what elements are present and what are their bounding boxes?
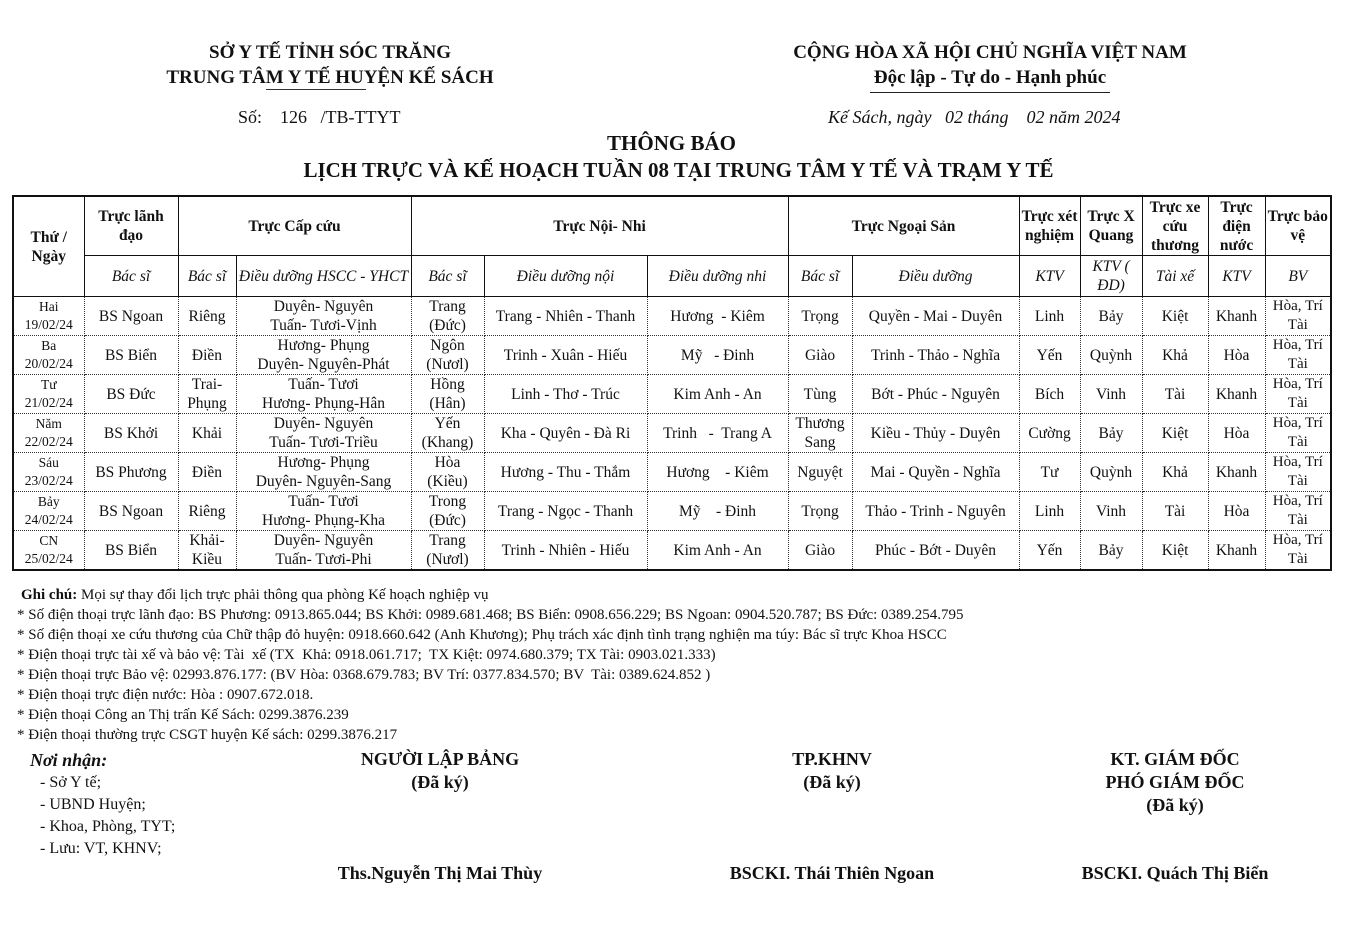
guard-cell: Hòa, Trí Tài bbox=[1265, 414, 1331, 453]
date: 23/02/24 bbox=[24, 473, 73, 488]
table-row bbox=[13, 453, 1331, 492]
int-nurse-cell: Kha - Quyên - Đà Ri bbox=[484, 414, 647, 453]
table-row bbox=[13, 414, 1331, 453]
weekday: Ba bbox=[41, 338, 57, 353]
surg-nurse-cell: Bớt - Phúc - Nguyên bbox=[852, 375, 1019, 414]
document-title: LỊCH TRỰC VÀ KẾ HOẠCH TUẦN 08 TẠI TRUNG TÂM Y TẾ VÀ TRẠM Y TẾ bbox=[303, 158, 1054, 182]
er-nurse-cell: Tuấn- Tươi Hương- Phụng-Kha bbox=[236, 492, 411, 531]
int-doctor-cell: Hồng (Hân) bbox=[411, 375, 484, 414]
document-number: Số: 126 /TB-TTYT bbox=[238, 107, 401, 127]
col-leader: Trực lãnh đạo bbox=[84, 196, 178, 256]
col-security: Trực bảo vệ bbox=[1265, 196, 1331, 256]
ped-nurse-cell: Hương - Kiêm bbox=[647, 297, 788, 336]
surg-doctor-cell: Tùng bbox=[788, 375, 852, 414]
int-nurse-cell: Linh - Thơ - Trúc bbox=[484, 375, 647, 414]
er-doctor-cell: Khải-Kiều bbox=[178, 531, 236, 571]
int-doctor-cell: Trong (Đức) bbox=[411, 492, 484, 531]
guard-cell: Hòa, Trí Tài bbox=[1265, 336, 1331, 375]
leader-cell: BS Ngoan bbox=[84, 492, 178, 531]
note-line: * Điện thoại trực điện nước: Hòa : 0907.672.018. bbox=[17, 687, 314, 703]
guard-cell: Hòa, Trí Tài bbox=[1265, 531, 1331, 571]
er-doctor-cell: Điền bbox=[178, 336, 236, 375]
note-line: * Điện thoại trực Bảo vệ: 02993.876.177: (BV Hòa: 0368.679.783; BV Trí: 0377.834.570; BV Tài: 0389.624.852 ) bbox=[17, 667, 711, 683]
driver-cell: Khả bbox=[1142, 336, 1208, 375]
guard-cell: Hòa, Trí Tài bbox=[1265, 297, 1331, 336]
signature-khnv: TP.KHNV (Đã ký) BSCKI. Thái Thiên Ngoan bbox=[692, 748, 972, 888]
xray-cell: Bảy bbox=[1080, 414, 1142, 453]
surg-doctor-cell: Giào bbox=[788, 531, 852, 571]
ped-nurse-cell: Mỹ - Đinh bbox=[647, 336, 788, 375]
signature-director: KT. GIÁM ĐỐC PHÓ GIÁM ĐỐC (Đã ký) BSCKI. Quách Thị Biển bbox=[1035, 748, 1315, 888]
note-line: * Số điện thoại trực lãnh đạo: BS Phương: 0913.865.044; BS Khởi: 0989.681.468; BS Biển: 0908.656.229; BS Ngoan: 0904.520.787; BS Đức: 0389.254.795 bbox=[17, 607, 964, 623]
sub-lab-tech: KTV bbox=[1019, 256, 1080, 297]
leader-cell: BS Biển bbox=[84, 336, 178, 375]
lab-cell: Bích bbox=[1019, 375, 1080, 414]
agency-name: TRUNG TÂM Y TẾ HUYỆN KẾ SÁCH bbox=[166, 67, 494, 88]
guard-cell: Hòa, Trí Tài bbox=[1265, 492, 1331, 531]
duty-schedule-table bbox=[12, 195, 1332, 571]
day-cell bbox=[13, 297, 84, 336]
ped-nurse-cell: Kim Anh - An bbox=[647, 375, 788, 414]
national-motto bbox=[740, 40, 1240, 90]
utility-cell: Hòa bbox=[1208, 492, 1265, 531]
weekday: Năm bbox=[35, 416, 62, 431]
col-lab: Trực xét nghiệm bbox=[1019, 196, 1080, 256]
recipients-heading: Nơi nhận: bbox=[30, 750, 108, 770]
country-name: CỘNG HÒA XÃ HỘI CHỦ NGHĨA VIỆT NAM bbox=[793, 42, 1187, 63]
utility-cell: Khanh bbox=[1208, 531, 1265, 571]
schedule-body bbox=[13, 297, 1331, 571]
date: 25/02/24 bbox=[24, 551, 73, 566]
date: 22/02/24 bbox=[24, 434, 73, 449]
table-row bbox=[13, 297, 1331, 336]
agency-underline bbox=[266, 89, 366, 90]
driver-cell: Kiệt bbox=[1142, 297, 1208, 336]
agency-parent: SỞ Y TẾ TỈNH SÓC TRĂNG bbox=[209, 42, 451, 63]
sub-driver: Tài xế bbox=[1142, 256, 1208, 297]
col-internal: Trực Nội- Nhi bbox=[411, 196, 788, 256]
int-doctor-cell: Trang (Đức) bbox=[411, 297, 484, 336]
driver-cell: Tài bbox=[1142, 375, 1208, 414]
day-cell bbox=[13, 414, 84, 453]
note-line: * Điện thoại thường trực CSGT huyện Kế sách: 0299.3876.217 bbox=[17, 727, 398, 743]
surg-nurse-cell: Quyền - Mai - Duyên bbox=[852, 297, 1019, 336]
int-doctor-cell: Ngôn (Nươl) bbox=[411, 336, 484, 375]
note-line: * Số điện thoại xe cứu thương của Chữ thập đỏ huyện: 0918.660.642 (Anh Khương); Phụ trách xác định tình trạng nghiện ma túy: Bác sĩ trực Khoa HSCC bbox=[17, 627, 947, 643]
lab-cell: Linh bbox=[1019, 297, 1080, 336]
col-xray: Trực X Quang bbox=[1080, 196, 1142, 256]
lab-cell: Linh bbox=[1019, 492, 1080, 531]
sub-leader-doctor: Bác sĩ bbox=[84, 256, 178, 297]
table-row bbox=[13, 336, 1331, 375]
leader-cell: BS Ngoan bbox=[84, 297, 178, 336]
document-type: THÔNG BÁO bbox=[607, 131, 736, 155]
surg-doctor-cell: Nguyệt bbox=[788, 453, 852, 492]
sub-guard: BV bbox=[1265, 256, 1331, 297]
recipient-item: - Khoa, Phòng, TYT; bbox=[40, 818, 176, 835]
int-nurse-cell: Trinh - Nhiên - Hiếu bbox=[484, 531, 647, 571]
surg-doctor-cell: Thương Sang bbox=[788, 414, 852, 453]
utility-cell: Khanh bbox=[1208, 453, 1265, 492]
surg-doctor-cell: Trọng bbox=[788, 297, 852, 336]
recipient-item: - UBND Huyện; bbox=[40, 796, 146, 813]
place-date: Kế Sách, ngày 02 tháng 02 năm 2024 bbox=[828, 107, 1121, 127]
leader-cell: BS Đức bbox=[84, 375, 178, 414]
surg-nurse-cell: Mai - Quyền - Nghĩa bbox=[852, 453, 1019, 492]
weekday: Tư bbox=[40, 377, 57, 392]
er-doctor-cell: Riêng bbox=[178, 492, 236, 531]
sub-ped-nurse: Điều dưỡng nhi bbox=[647, 256, 788, 297]
sub-int-nurse: Điều dưỡng nội bbox=[484, 256, 647, 297]
table-row bbox=[13, 492, 1331, 531]
sub-xray-tech: KTV ( ĐD) bbox=[1080, 256, 1142, 297]
ped-nurse-cell: Trinh - Trang A bbox=[647, 414, 788, 453]
lab-cell: Yến bbox=[1019, 531, 1080, 571]
note-main bbox=[17, 585, 964, 605]
guard-cell: Hòa, Trí Tài bbox=[1265, 453, 1331, 492]
ped-nurse-cell: Kim Anh - An bbox=[647, 531, 788, 571]
lab-cell: Tư bbox=[1019, 453, 1080, 492]
col-utility: Trực điện nước bbox=[1208, 196, 1265, 256]
group-header-row bbox=[13, 196, 1331, 256]
table-row bbox=[13, 375, 1331, 414]
lab-cell: Cường bbox=[1019, 414, 1080, 453]
int-nurse-cell: Trinh - Xuân - Hiếu bbox=[484, 336, 647, 375]
xray-cell: Bảy bbox=[1080, 297, 1142, 336]
signature-preparer: NGƯỜI LẬP BẢNG (Đã ký) Ths.Nguyễn Thị Mai Thùy bbox=[300, 748, 580, 888]
note-line: * Điện thoại trực tài xế và bảo vệ: Tài xế (TX Khả: 0918.061.717; TX Kiệt: 0974.680.379; TX Tài: 0903.021.333) bbox=[17, 647, 716, 663]
er-doctor-cell: Khải bbox=[178, 414, 236, 453]
motto: Độc lập - Tự do - Hạnh phúc bbox=[873, 67, 1107, 88]
issuing-agency bbox=[130, 40, 530, 90]
er-nurse-cell: Hương- Phụng Duyên- Nguyên-Sang bbox=[236, 453, 411, 492]
ped-nurse-cell: Hương - Kiêm bbox=[647, 453, 788, 492]
surg-nurse-cell: Trinh - Thảo - Nghĩa bbox=[852, 336, 1019, 375]
sub-er-nurse: Điều dưỡng HSCC - YHCT bbox=[236, 256, 411, 297]
date: 19/02/24 bbox=[24, 317, 73, 332]
sub-surg-doctor: Bác sĩ bbox=[788, 256, 852, 297]
int-nurse-cell: Trang - Nhiên - Thanh bbox=[484, 297, 647, 336]
xray-cell: Bảy bbox=[1080, 531, 1142, 571]
leader-cell: BS Biển bbox=[84, 531, 178, 571]
motto-underline bbox=[870, 92, 1110, 93]
weekday: Hai bbox=[39, 299, 59, 314]
sub-utility-tech: KTV bbox=[1208, 256, 1265, 297]
lab-cell: Yến bbox=[1019, 336, 1080, 375]
driver-cell: Kiệt bbox=[1142, 414, 1208, 453]
day-cell bbox=[13, 453, 84, 492]
recipients bbox=[30, 748, 175, 860]
sub-header-row bbox=[13, 256, 1331, 297]
col-emergency: Trực Cấp cứu bbox=[178, 196, 411, 256]
er-doctor-cell: Trai-Phụng bbox=[178, 375, 236, 414]
recipient-item: - Lưu: VT, KHNV; bbox=[40, 840, 162, 857]
int-doctor-cell: Trang (Nươl) bbox=[411, 531, 484, 571]
ped-nurse-cell: Mỹ - Đinh bbox=[647, 492, 788, 531]
xray-cell: Quỳnh bbox=[1080, 336, 1142, 375]
day-cell bbox=[13, 492, 84, 531]
utility-cell: Hòa bbox=[1208, 336, 1265, 375]
day-cell bbox=[13, 375, 84, 414]
surg-doctor-cell: Giào bbox=[788, 336, 852, 375]
weekday: Sáu bbox=[38, 455, 59, 470]
int-nurse-cell: Trang - Ngọc - Thanh bbox=[484, 492, 647, 531]
er-nurse-cell: Duyên- Nguyên Tuấn- Tươi-Triều bbox=[236, 414, 411, 453]
guard-cell: Hòa, Trí Tài bbox=[1265, 375, 1331, 414]
sub-int-doctor: Bác sĩ bbox=[411, 256, 484, 297]
day-cell bbox=[13, 531, 84, 571]
int-doctor-cell: Yến (Khang) bbox=[411, 414, 484, 453]
weekday: CN bbox=[39, 533, 59, 548]
surg-nurse-cell: Thảo - Trinh - Nguyên bbox=[852, 492, 1019, 531]
signer-name: BSCKI. Quách Thị Biển bbox=[1081, 863, 1269, 883]
er-nurse-cell: Duyên- Nguyên Tuấn- Tươi-Vịnh bbox=[236, 297, 411, 336]
leader-cell: BS Khởi bbox=[84, 414, 178, 453]
driver-cell: Kiệt bbox=[1142, 531, 1208, 571]
int-doctor-cell: Hòa (Kiều) bbox=[411, 453, 484, 492]
driver-cell: Khả bbox=[1142, 453, 1208, 492]
signer-name: Ths.Nguyễn Thị Mai Thùy bbox=[337, 863, 543, 883]
er-doctor-cell: Riêng bbox=[178, 297, 236, 336]
xray-cell: Vinh bbox=[1080, 375, 1142, 414]
date: 24/02/24 bbox=[24, 512, 73, 527]
date: 20/02/24 bbox=[24, 356, 73, 371]
surg-nurse-cell: Phúc - Bớt - Duyên bbox=[852, 531, 1019, 571]
note-label: Ghi chú: bbox=[21, 587, 78, 603]
col-day: Thứ / Ngày bbox=[13, 196, 84, 297]
driver-cell: Tài bbox=[1142, 492, 1208, 531]
er-nurse-cell: Tuấn- Tươi Hương- Phụng-Hân bbox=[236, 375, 411, 414]
signer-name: BSCKI. Thái Thiên Ngoan bbox=[729, 863, 935, 883]
xray-cell: Quỳnh bbox=[1080, 453, 1142, 492]
sub-surg-nurse: Điều dưỡng bbox=[852, 256, 1019, 297]
col-surgery: Trực Ngoại Sản bbox=[788, 196, 1019, 256]
recipient-item: - Sở Y tế; bbox=[40, 774, 102, 791]
date: 21/02/24 bbox=[24, 395, 73, 410]
int-nurse-cell: Hương - Thu - Thắm bbox=[484, 453, 647, 492]
leader-cell: BS Phương bbox=[84, 453, 178, 492]
day-cell bbox=[13, 336, 84, 375]
note-main-text: Mọi sự thay đổi lịch trực phải thông qua phòng Kế hoạch nghiệp vụ bbox=[77, 587, 489, 603]
utility-cell: Hòa bbox=[1208, 414, 1265, 453]
xray-cell: Vinh bbox=[1080, 492, 1142, 531]
notes-section bbox=[17, 585, 964, 745]
table-row bbox=[13, 531, 1331, 571]
utility-cell: Khanh bbox=[1208, 375, 1265, 414]
surg-nurse-cell: Kiều - Thủy - Duyên bbox=[852, 414, 1019, 453]
col-ambulance: Trực xe cứu thương bbox=[1142, 196, 1208, 256]
sub-er-doctor: Bác sĩ bbox=[178, 256, 236, 297]
weekday: Bảy bbox=[37, 494, 60, 509]
er-nurse-cell: Hương- Phụng Duyên- Nguyên-Phát bbox=[236, 336, 411, 375]
note-line: * Điện thoại Công an Thị trấn Kế Sách: 0299.3876.239 bbox=[17, 707, 349, 723]
surg-doctor-cell: Trọng bbox=[788, 492, 852, 531]
er-nurse-cell: Duyên- Nguyên Tuấn- Tươi-Phi bbox=[236, 531, 411, 571]
er-doctor-cell: Điền bbox=[178, 453, 236, 492]
utility-cell: Khanh bbox=[1208, 297, 1265, 336]
